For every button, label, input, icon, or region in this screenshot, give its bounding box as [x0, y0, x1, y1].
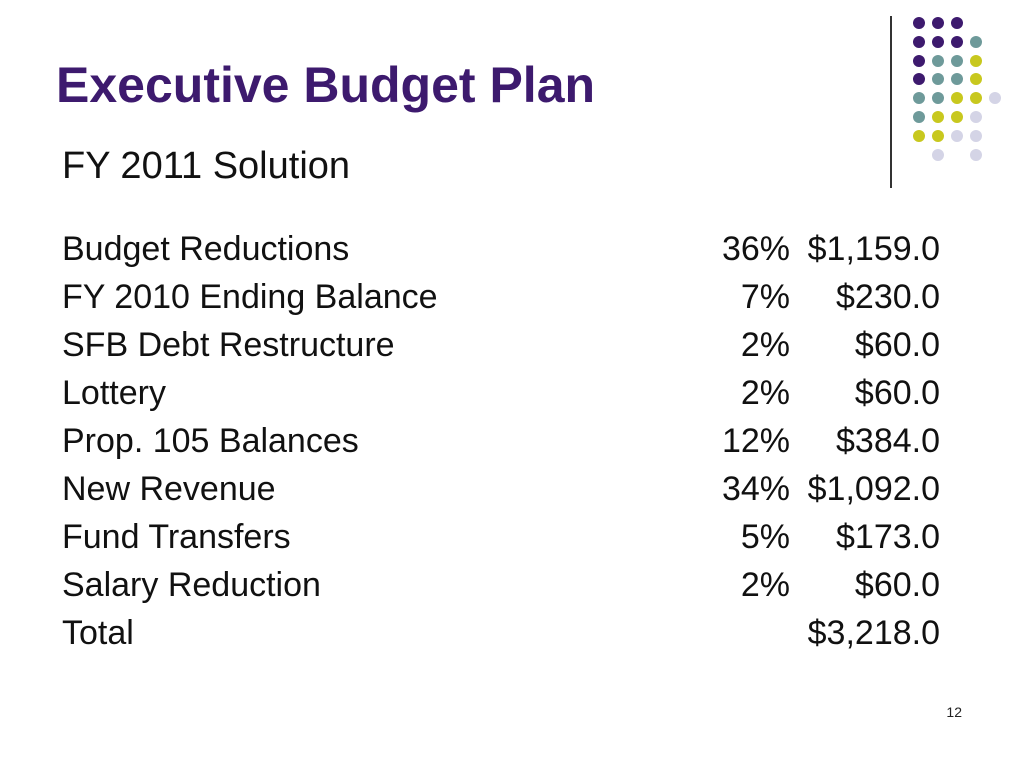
dot [913, 73, 925, 85]
dot [951, 17, 963, 29]
table-row [62, 326, 942, 374]
table-row-total [62, 614, 942, 662]
row-label: Fund Transfers [62, 518, 291, 556]
row-amount: $1,092.0 [807, 470, 940, 508]
decorative-dot-grid [0, 0, 1024, 200]
table-row [62, 470, 942, 518]
dot [913, 36, 925, 48]
row-percent: 7% [740, 278, 790, 316]
dot [913, 55, 925, 67]
row-amount: $60.0 [854, 374, 940, 412]
dot [951, 73, 963, 85]
row-percent: 36% [721, 230, 790, 268]
row-label: Salary Reduction [62, 566, 321, 604]
dot [932, 111, 944, 123]
dot [913, 17, 925, 29]
dot [970, 36, 982, 48]
dot [970, 92, 982, 104]
dot [951, 36, 963, 48]
page-number: 12 [946, 704, 962, 720]
row-label: Prop. 105 Balances [62, 422, 359, 460]
row-amount: $60.0 [854, 326, 940, 364]
dot [932, 55, 944, 67]
dot [913, 92, 925, 104]
dot [970, 111, 982, 123]
dot [970, 149, 982, 161]
row-percent: 34% [721, 470, 790, 508]
dot [932, 73, 944, 85]
table-row [62, 374, 942, 422]
table-row [62, 278, 942, 326]
dot [932, 17, 944, 29]
dot [970, 73, 982, 85]
dot [913, 130, 925, 142]
row-percent: 12% [721, 422, 790, 460]
row-label: Total [62, 614, 134, 652]
row-amount: $60.0 [854, 566, 940, 604]
row-percent: 5% [740, 518, 790, 556]
row-label: Lottery [62, 374, 166, 412]
dot [970, 130, 982, 142]
slide-subtitle: FY 2011 Solution [62, 145, 351, 187]
row-percent: 2% [740, 326, 790, 364]
dot [951, 55, 963, 67]
row-amount: $230.0 [836, 278, 940, 316]
dot [932, 130, 944, 142]
slide-title: Executive Budget Plan [56, 57, 596, 113]
dot [913, 111, 925, 123]
budget-table [62, 230, 942, 662]
row-amount: $384.0 [836, 422, 940, 460]
row-label: New Revenue [62, 470, 276, 508]
dot [951, 130, 963, 142]
dot [932, 92, 944, 104]
row-amount: $3,218.0 [807, 614, 940, 652]
dot [951, 111, 963, 123]
dot [932, 149, 944, 161]
dot [951, 92, 963, 104]
table-row [62, 422, 942, 470]
row-percent: 2% [740, 566, 790, 604]
table-row [62, 566, 942, 614]
row-amount: $173.0 [836, 518, 940, 556]
dot [970, 55, 982, 67]
row-label: FY 2010 Ending Balance [62, 278, 438, 316]
row-amount: $1,159.0 [807, 230, 940, 268]
table-row [62, 518, 942, 566]
row-percent: 2% [740, 374, 790, 412]
row-label: Budget Reductions [62, 230, 350, 268]
table-row [62, 230, 942, 278]
row-label: SFB Debt Restructure [62, 326, 395, 364]
dot [989, 92, 1001, 104]
dot [932, 36, 944, 48]
